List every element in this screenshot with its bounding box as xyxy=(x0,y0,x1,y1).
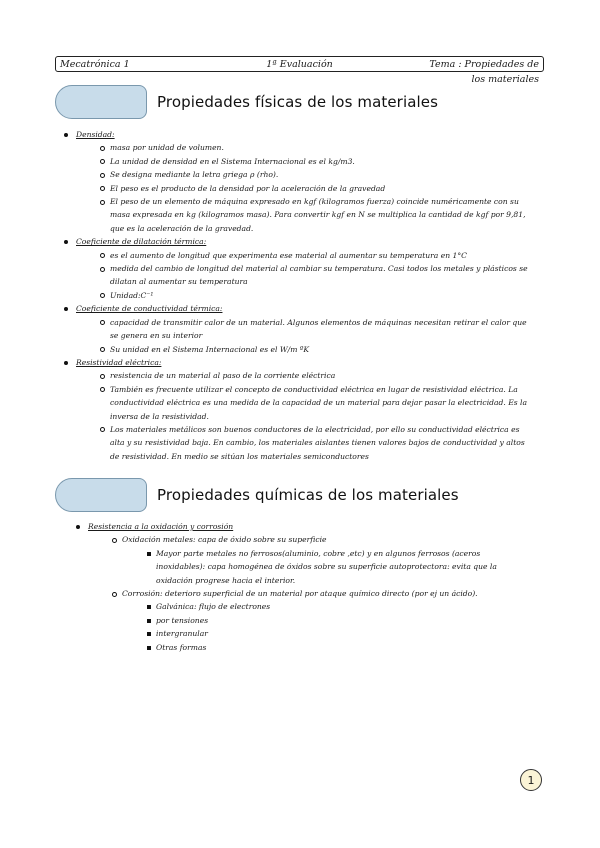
header-topic: Tema : Propiedades de xyxy=(429,58,539,70)
list-item: Su unidad en el Sistema Internacional es el W/m ºK xyxy=(76,343,528,356)
list-item: medida del cambio de longitud del material al cambiar su temperatura. Casi todos los metales y plásticos se dilatan al aumentar su temperatura xyxy=(76,262,528,289)
list-item xyxy=(58,356,528,463)
section-physical-header xyxy=(55,85,438,119)
list-item: La unidad de densidad en el Sistema Internacional es el kg/m3. xyxy=(76,155,528,168)
item-label: Resistencia a la oxidación y corrosión xyxy=(88,522,234,531)
list-item: es el aumento de longitud que experimenta ese material al aumentar su temperatura en 1°C xyxy=(76,249,528,262)
section-physical-title: Propiedades físicas de los materiales xyxy=(157,93,439,111)
list-item: También es frecuente utilizar el concepto de conductividad eléctrica en lugar de resistividad eléctrica. La conductividad eléctrica es una medida de la capacidad de un material para dejar pasar la electricidad. Es la inversa de la resistividad. xyxy=(76,383,528,423)
list-item: Otras formas xyxy=(102,641,530,654)
list-item: intergranular xyxy=(102,627,530,640)
item-label: Coeficiente de conductividad térmica: xyxy=(76,304,223,314)
list-item: capacidad de transmitir calor de un material. Algunos elementos de máquinas necesitan retirar el calor que se genera en su interior xyxy=(76,316,528,343)
list-item: Los materiales metálicos son buenos conductores de la electricidad, por ello su conductividad eléctrica es alta y su resistividad baja. En cambio, los materiales aislantes tienen valores bajos de conductividad y altos de resistividad. En medio se sitúan los materiales semiconductores xyxy=(76,423,528,463)
list-item: Mayor parte metales no ferrosos(aluminio, cobre ,etc) y en algunos ferrosos (aceros inoxidables): capa homogénea de óxidos sobre su superficie autoprotectora: evita que la oxidación progrese hacia el interior. xyxy=(102,547,530,587)
list-item xyxy=(88,533,530,587)
list-item xyxy=(88,587,530,654)
page-number: 1 xyxy=(520,769,542,791)
header-subject: Mecatrónica 1 xyxy=(60,58,130,70)
item-label: Densidad: xyxy=(76,130,115,139)
list-item: resistencia de un material al paso de la corriente eléctrica xyxy=(76,369,528,382)
section-chemical-content xyxy=(70,520,530,654)
list-item xyxy=(58,302,528,356)
list-item: Se designa mediante la letra griega ρ (rho). xyxy=(76,168,528,181)
item-label: Coeficiente de dilatación térmica: xyxy=(76,237,207,247)
list-item: masa por unidad de volumen. xyxy=(76,141,528,154)
list-item xyxy=(58,128,528,235)
section-chemical-title: Propiedades químicas de los materiales xyxy=(157,486,459,504)
list-item: por tensiones xyxy=(102,614,530,627)
document-header xyxy=(55,56,544,85)
corrosion-text: Corrosión: deterioro superficial de un material por ataque químico directo (por ej un ácido). xyxy=(122,589,478,599)
oxidation-text: Oxidación metales: capa de óxido sobre su superficie xyxy=(122,535,327,545)
item-label: Resistividad eléctrica: xyxy=(76,357,162,367)
section-chemical-header xyxy=(55,478,459,512)
list-item xyxy=(70,520,530,654)
list-item xyxy=(58,235,528,302)
list-item: Unidad:C⁻¹ xyxy=(76,289,528,302)
list-item: El peso de un elemento de máquina expresado en kgf (kilogramos fuerza) coincide numéricamente con su masa expresada en kg (kilogramos masa). Para convertir kgf en N se multiplica la cantidad de kgf por 9,81, que es la aceleración de la gravedad. xyxy=(76,195,528,235)
section-marker xyxy=(55,85,147,119)
list-item: Galvánica: flujo de electrones xyxy=(102,600,530,613)
header-topic-line2: los materiales xyxy=(471,74,539,85)
header-evaluation: 1ª Evaluación xyxy=(266,58,333,70)
list-item: El peso es el producto de la densidad por la aceleración de la gravedad xyxy=(76,182,528,195)
section-physical-content xyxy=(58,128,528,463)
section-marker xyxy=(55,478,147,512)
